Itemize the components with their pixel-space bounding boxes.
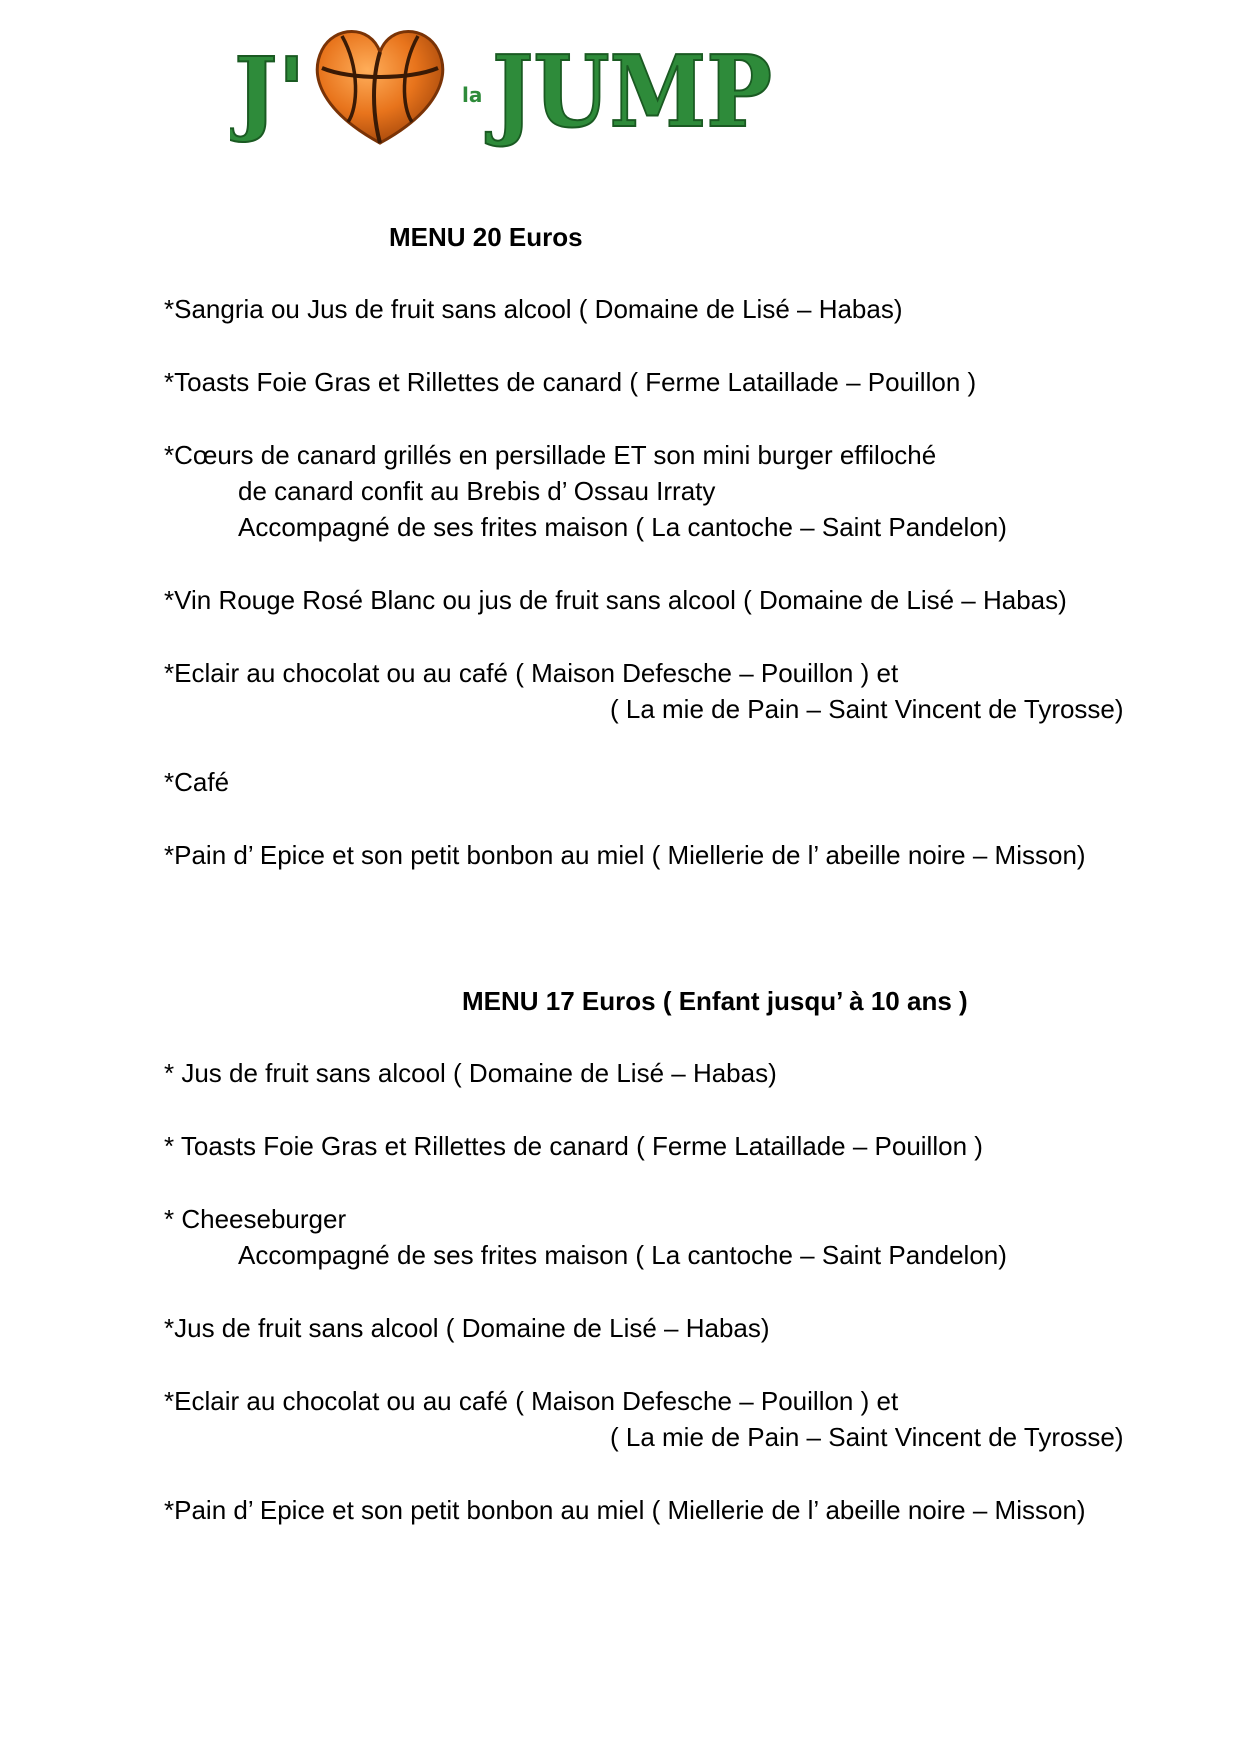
menu-adult-item-3-line-2: de canard confit au Brebis d’ Ossau Irraty [238, 476, 716, 506]
menu-child-item-4: *Jus de fruit sans alcool ( Domaine de Lisé – Habas) [164, 1313, 770, 1343]
menu-adult-item-2: *Toasts Foie Gras et Rillettes de canard ( Ferme Lataillade – Pouillon ) [164, 367, 977, 397]
menu-child-item-2: * Toasts Foie Gras et Rillettes de canard ( Ferme Lataillade – Pouillon ) [164, 1131, 983, 1161]
menu-adult-item-5: *Eclair au chocolat ou au café ( Maison Defesche – Pouillon ) et [164, 658, 899, 688]
menu-adult-item-1: *Sangria ou Jus de fruit sans alcool ( Domaine de Lisé – Habas) [164, 294, 903, 324]
menu-adult-item-6: *Café [164, 767, 230, 797]
menu-adult-title: MENU 20 Euros [389, 222, 583, 252]
logo-jump: JUMP [484, 35, 772, 148]
logo-j: J' [234, 37, 306, 145]
menu-adult-item-3-line-3: Accompagné de ses frites maison ( La cantoche – Saint Pandelon) [238, 512, 1007, 542]
jump-logo [230, 18, 778, 148]
logo-la: la [462, 83, 483, 107]
menu-child-title: MENU 17 Euros ( Enfant jusqu’ à 10 ans ) [462, 986, 968, 1016]
menu-child-item-1: * Jus de fruit sans alcool ( Domaine de Lisé – Habas) [164, 1058, 777, 1088]
menu-child-item-6: *Pain d’ Epice et son petit bonbon au miel ( Miellerie de l’ abeille noire – Misson) [164, 1495, 1086, 1525]
menu-child-item-5: *Eclair au chocolat ou au café ( Maison Defesche – Pouillon ) et [164, 1386, 899, 1416]
menu-adult-item-3: *Cœurs de canard grillés en persillade ET son mini burger effiloché [164, 440, 937, 470]
menu-child-item-5-line-2: ( La mie de Pain – Saint Vincent de Tyrosse) [610, 1422, 1124, 1452]
menu-adult-item-5-line-2: ( La mie de Pain – Saint Vincent de Tyrosse) [610, 694, 1124, 724]
menu-adult-item-7: *Pain d’ Epice et son petit bonbon au miel ( Miellerie de l’ abeille noire – Misson) [164, 840, 1086, 870]
menu-child-item-3: * Cheeseburger [164, 1204, 347, 1234]
menu-adult-item-4: *Vin Rouge Rosé Blanc ou jus de fruit sans alcool ( Domaine de Lisé – Habas) [164, 585, 1067, 615]
menu-child-item-3-line-2: Accompagné de ses frites maison ( La cantoche – Saint Pandelon) [238, 1240, 1007, 1270]
